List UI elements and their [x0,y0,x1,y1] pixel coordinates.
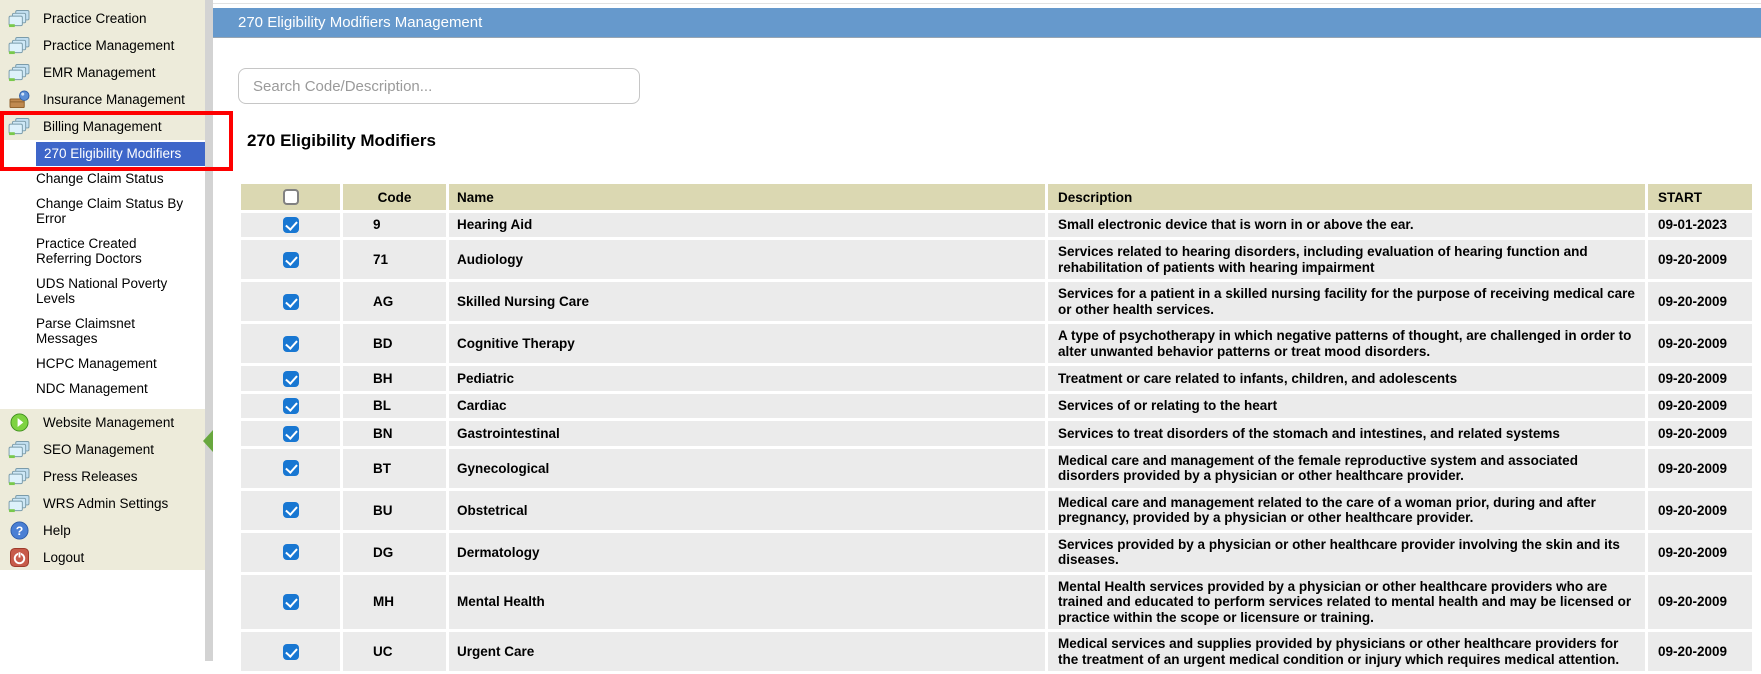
row-checkbox[interactable] [283,426,299,442]
cell-name: Audiology [449,240,1045,279]
sidebar-item-label: Press Releases [43,469,138,484]
row-checkbox[interactable] [283,252,299,268]
sidebar-splitter[interactable] [205,0,213,661]
page-title: 270 Eligibility Modifiers Management [238,14,483,31]
cell-description: Services of or relating to the heart [1048,394,1645,418]
top-divider [213,3,1761,4]
cascade-windows-icon [7,467,31,487]
cell-start: 09-20-2009 [1648,366,1752,390]
table-row [241,421,1752,445]
sidebar-item-label: Help [43,523,71,538]
svg-text:?: ? [15,523,23,538]
sidebar-item-practice-management[interactable] [0,32,205,59]
sidebar-item-label: Billing Management [43,119,162,134]
cell-code: DG [343,533,446,572]
package-search-icon [7,90,31,110]
cell-start: 09-20-2009 [1648,491,1752,530]
row-checkbox[interactable] [283,644,299,660]
cascade-windows-icon [7,494,31,514]
table-row [241,366,1752,390]
select-all-checkbox[interactable] [283,189,299,205]
sidebar-item-emr-management[interactable] [0,59,205,86]
sidebar-item-label: EMR Management [43,65,156,80]
sidebar-item-logout[interactable] [0,544,205,571]
modifiers-table [238,181,1755,674]
column-header-start: START [1648,184,1752,210]
cell-name: Skilled Nursing Care [449,282,1045,321]
cascade-windows-icon [7,440,31,460]
column-header-code: Code [343,184,446,210]
table-row [241,282,1752,321]
table-row [241,575,1752,630]
cell-start: 09-20-2009 [1648,449,1752,488]
main-content [213,0,1761,667]
cell-description: Mental Health services provided by a physician or other healthcare providers who are trained and educated to perform services related to mental health and may be licensed or practice within the scope or licensure or training. [1048,575,1645,630]
sidebar-item-ndc-management[interactable]: NDC Management [36,381,148,396]
sidebar-item-parse-claimsnet-messages[interactable]: Parse Claimsnet Messages [36,316,136,346]
cell-name: Urgent Care [449,632,1045,671]
column-header-name: Name [449,184,1045,210]
cell-code: AG [343,282,446,321]
cell-name: Mental Health [449,575,1045,630]
sidebar-item-wrs-admin-settings[interactable] [0,490,205,517]
sidebar-item-change-claim-status[interactable]: Change Claim Status [36,171,164,186]
modifiers-table-wrap [238,181,1755,674]
sidebar-item-label: Logout [43,550,85,565]
cell-description: Small electronic device that is worn in or above the ear. [1048,213,1645,237]
cell-code: BH [343,366,446,390]
sidebar-item-uds-national-poverty-levels[interactable]: UDS National Poverty Levels [36,276,168,306]
table-row [241,324,1752,363]
cell-name: Pediatric [449,366,1045,390]
search-input[interactable] [238,68,640,104]
logout-icon [7,548,31,568]
section-title: 270 Eligibility Modifiers [247,131,436,150]
sidebar-item-practice-created-referring-doctors[interactable]: Practice Created Referring Doctors [36,236,142,266]
sidebar-item-label: Website Management [43,415,175,430]
cell-name: Obstetrical [449,491,1045,530]
cell-description: Services to treat disorders of the stomach and intestines, and related systems [1048,421,1645,445]
cell-code: BN [343,421,446,445]
sidebar-item-label: Practice Creation [43,11,147,26]
sidebar-item-insurance-management[interactable] [0,86,205,113]
table-row [241,213,1752,237]
sidebar-item-label: WRS Admin Settings [43,496,169,511]
sidebar-item-270-eligibility-modifiers[interactable]: 270 Eligibility Modifiers [36,142,209,166]
cell-description: Treatment or care related to infants, children, and adolescents [1048,366,1645,390]
cell-start: 09-20-2009 [1648,240,1752,279]
table-row [241,491,1752,530]
table-row [241,449,1752,488]
cell-name: Cognitive Therapy [449,324,1045,363]
cell-start: 09-20-2009 [1648,575,1752,630]
table-row [241,240,1752,279]
page-title-bar [213,8,1761,38]
table-row [241,394,1752,418]
cell-description: Services for a patient in a skilled nursing facility for the purpose of receiving medical care or other health services. [1048,282,1645,321]
cascade-windows-icon [7,117,31,137]
cell-start: 09-01-2023 [1648,213,1752,237]
sidebar-item-help[interactable] [0,517,205,544]
row-checkbox[interactable] [283,544,299,560]
row-checkbox[interactable] [283,371,299,387]
sidebar-item-hcpc-management[interactable]: HCPC Management [36,356,157,371]
sidebar-item-practice-creation[interactable] [0,5,205,32]
cell-code: BU [343,491,446,530]
help-icon [7,521,31,541]
sidebar-item-press-releases[interactable] [0,463,205,490]
cell-start: 09-20-2009 [1648,394,1752,418]
row-checkbox[interactable] [283,336,299,352]
cell-start: 09-20-2009 [1648,282,1752,321]
cell-name: Hearing Aid [449,213,1045,237]
table-row [241,632,1752,671]
row-checkbox[interactable] [283,217,299,233]
row-checkbox[interactable] [283,594,299,610]
sidebar-item-billing-management[interactable] [0,113,205,140]
cell-start: 09-20-2009 [1648,324,1752,363]
sidebar-item-seo-management[interactable] [0,436,205,463]
row-checkbox[interactable] [283,398,299,414]
cell-description: Services related to hearing disorders, including evaluation of hearing function and rehabilitation of patients with hearing impairment [1048,240,1645,279]
cascade-windows-icon [7,9,31,29]
cell-description: Medical care and management related to the care of a woman prior, during and after pregnancy, provided by a physician or other healthcare provider. [1048,491,1645,530]
sidebar-item-change-claim-status-by-error[interactable]: Change Claim Status By Error [36,196,184,226]
table-row [241,533,1752,572]
column-header-description: Description [1048,184,1645,210]
cell-name: Cardiac [449,394,1045,418]
sidebar-item-label: Insurance Management [43,92,185,107]
cascade-windows-icon [7,36,31,56]
globe-play-icon [7,413,31,433]
cell-start: 09-20-2009 [1648,632,1752,671]
row-checkbox[interactable] [283,502,299,518]
cell-description: Medical services and supplies provided by physicians or other healthcare providers for the treatment of an urgent medical condition or injury which requires medical attention. [1048,632,1645,671]
sidebar-item-website-management[interactable] [0,409,205,436]
collapse-sidebar-arrow[interactable] [203,430,213,452]
cell-code: MH [343,575,446,630]
row-checkbox[interactable] [283,294,299,310]
cell-code: BL [343,394,446,418]
cell-start: 09-20-2009 [1648,421,1752,445]
table-header-row [241,184,1752,210]
cell-code: 71 [343,240,446,279]
cell-code: 9 [343,213,446,237]
row-checkbox[interactable] [283,460,299,476]
cell-name: Dermatology [449,533,1045,572]
billing-management-submenu [0,140,205,409]
cell-name: Gastrointestinal [449,421,1045,445]
sidebar-item-label: Practice Management [43,38,175,53]
sidebar-item-label: SEO Management [43,442,155,457]
cell-description: Services provided by a physician or other healthcare provider involving the skin and its diseases. [1048,533,1645,572]
cell-code: UC [343,632,446,671]
cell-description: Medical care and management of the female reproductive system and associated disorders provided by a physician or other healthcare provider. [1048,449,1645,488]
sidebar [0,0,205,570]
cell-start: 09-20-2009 [1648,533,1752,572]
cell-description: A type of psychotherapy in which negative patterns of thought, are challenged in order to alter unwanted behavior patterns or treat mood disorders. [1048,324,1645,363]
cell-code: BT [343,449,446,488]
cell-code: BD [343,324,446,363]
cascade-windows-icon [7,63,31,83]
cell-name: Gynecological [449,449,1045,488]
header-checkbox-cell [241,184,340,210]
